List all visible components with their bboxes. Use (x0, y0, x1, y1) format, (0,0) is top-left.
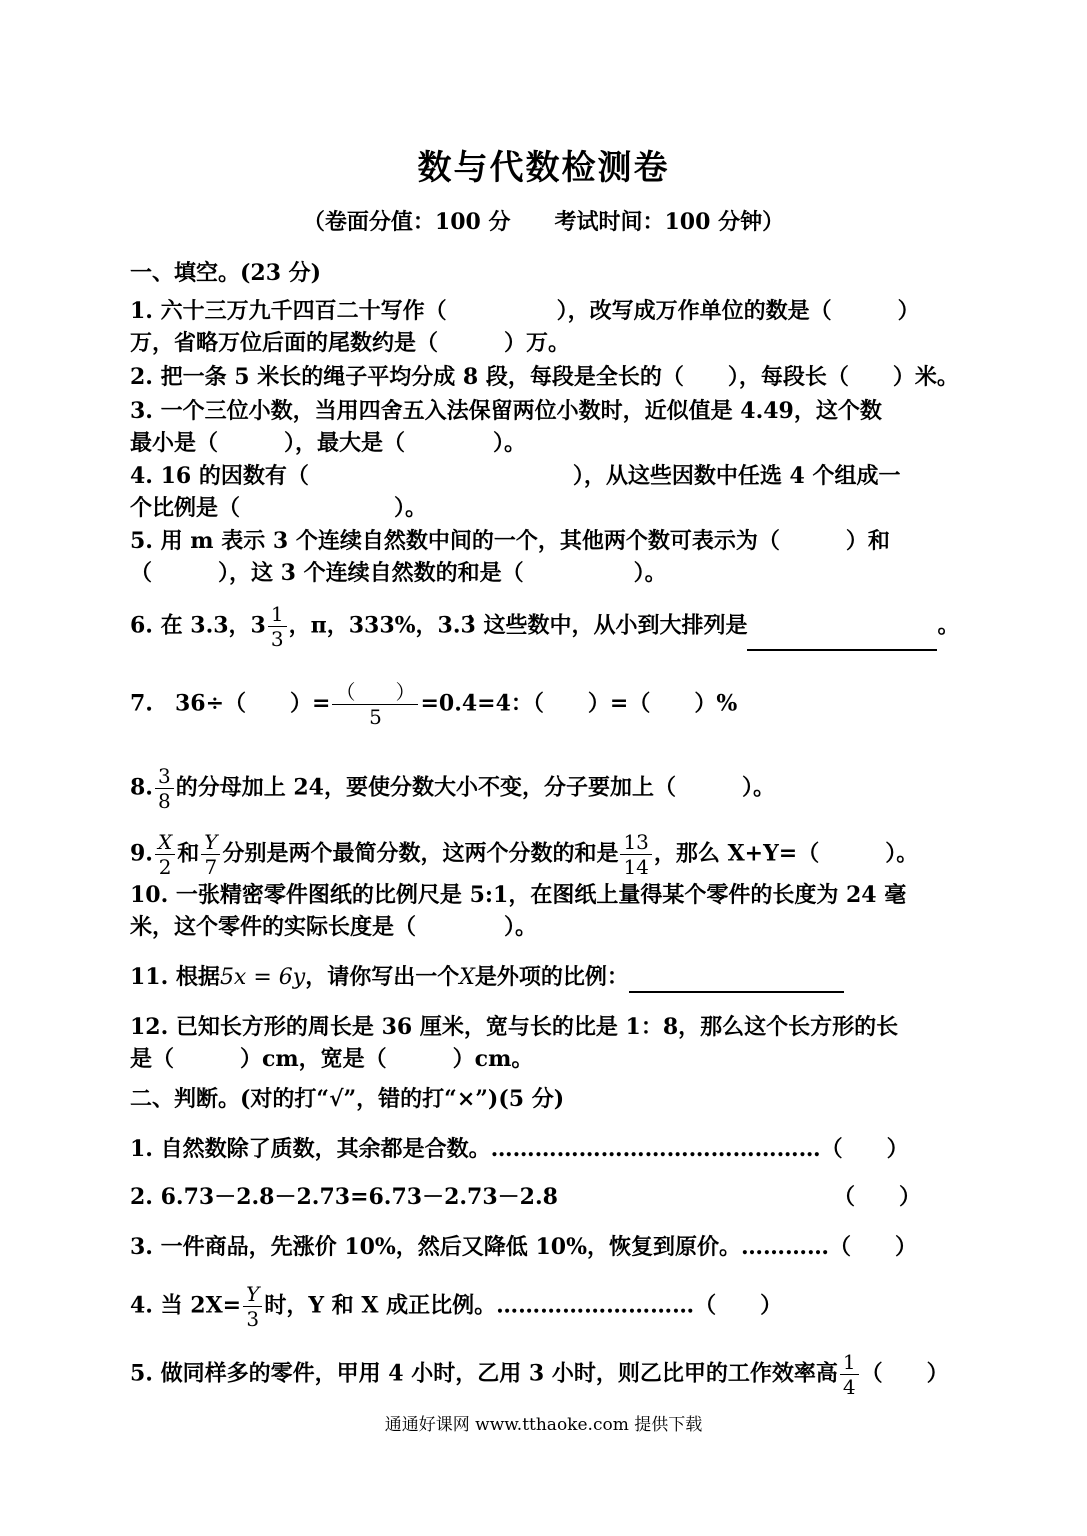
question-9-end: ，那么 X+Y=（ ）。 (653, 840, 919, 867)
fraction-three-eighths (155, 764, 174, 813)
question-8 (130, 764, 990, 813)
fraction-13-over-14 (620, 830, 651, 879)
fraction-denominator: 2 (158, 855, 172, 879)
question-5-line-2: （ ），这 3 个连续自然数的和是（ ）。 (130, 560, 667, 586)
fraction-denominator: 5 (369, 705, 382, 729)
question-1-line-2: 万，省略万位后面的尾数约是（ ）万。 (130, 330, 571, 356)
question-11-prefix: 11. 根据 (130, 964, 220, 990)
fraction-y-over-3 (243, 1282, 262, 1331)
judgement-1: 1. 自然数除了质数，其余都是合数。………………………………………（ ） (130, 1136, 909, 1162)
fraction-blank-over-five (332, 680, 418, 729)
judgement-4 (130, 1282, 990, 1331)
question-5-line-1: 5. 用 m 表示 3 个连续自然数中间的一个，其他两个数可表示为（ ）和 (130, 528, 890, 554)
question-11-end: 是外项的比例： (474, 964, 629, 990)
section-heading-fill-blank: 一、填空。(23 分) (130, 260, 322, 286)
page-subtitle: （卷面分值：100 分 考试时间：100 分钟） (302, 209, 785, 235)
fraction-x-over-2 (155, 830, 175, 879)
judgement-3: 3. 一件商品，先涨价 10%，然后又降低 10%，恢复到原价。…………（ ） (130, 1234, 917, 1260)
question-8-prefix: 8. (130, 774, 153, 801)
question-6-end: 。 (937, 612, 960, 639)
judgement-5-text: 5. 做同样多的零件，甲用 4 小时，乙用 3 小时，则乙比甲的工作效率高 (130, 1360, 838, 1387)
question-6-prefix: 6. 在 3.3，3 (130, 612, 266, 639)
question-9-prefix: 9. (130, 840, 153, 867)
fraction-numerator: Y (201, 830, 220, 855)
question-4-line-2: 个比例是（ ）。 (130, 495, 428, 521)
question-2: 2. 把一条 5 米长的绳子平均分成 8 段，每段是全长的（ ），每段长（ ）米。 (130, 364, 959, 390)
question-7 (130, 680, 990, 729)
fraction-numerator: Y (243, 1282, 262, 1307)
question-9 (130, 830, 990, 879)
question-7-text: =0.4=4：（ ）=（ ）% (420, 690, 738, 717)
question-6-text: ，π，333%，3.3̇ 这些数中，从小到大排列是 (288, 612, 748, 639)
fraction-one-quarter (840, 1350, 859, 1399)
fraction-denominator: 4 (842, 1375, 856, 1399)
question-9-and: 和 (177, 840, 200, 867)
question-9-text: 分别是两个最简分数，这两个分数的和是 (222, 840, 619, 867)
fraction-numerator: 1 (840, 1350, 859, 1375)
question-4-line-1: 4. 16 的因数有（ ），从这些因数中任选 4 个组成一 (130, 463, 901, 489)
fraction-numerator: 1 (268, 602, 287, 627)
question-11 (130, 962, 990, 993)
fraction-numerator: X (155, 830, 175, 855)
variable-x: X (459, 965, 475, 990)
equation: 5x = 6y (219, 965, 306, 990)
judgement-4-prefix: 4. 当 2X= (130, 1292, 242, 1319)
fraction-denominator: 14 (623, 855, 649, 879)
question-8-text: 的分母加上 24，要使分数大小不变，分子要加上（ ）。 (175, 774, 775, 801)
fraction-denominator: 3 (246, 1307, 260, 1331)
judgement-5 (130, 1350, 990, 1399)
fraction-denominator: 8 (157, 789, 171, 813)
question-3-line-2: 最小是（ ），最大是（ ）。 (130, 430, 527, 456)
judgement-2: 2. 6.73－2.8－2.73=6.73－2.73－2.8 （ ） (130, 1184, 921, 1210)
judgement-4-text: 时，Y 和 X 成正比例。………………………（ ） (264, 1292, 783, 1319)
question-10-line-2: 米，这个零件的实际长度是（ ）。 (130, 914, 538, 940)
question-12-line-1: 12. 已知长方形的周长是 36 厘米，宽与长的比是 1：8，那么这个长方形的长 (130, 1014, 899, 1040)
fraction-one-third (268, 602, 287, 651)
page-title: 数与代数检测卷 (417, 148, 670, 188)
fraction-denominator: 3 (270, 627, 284, 651)
question-3-line-1: 3. 一个三位小数，当用四舍五入法保留两位小数时，近似值是 4.49，这个数 (130, 398, 882, 424)
fraction-numerator: （ ） (332, 680, 418, 705)
question-6 (130, 602, 990, 651)
question-10-line-1: 10. 一张精密零件图纸的比例尺是 5:1，在图纸上量得某个零件的长度为 24 毫 (130, 882, 907, 908)
question-1-line-1: 1. 六十三万九千四百二十写作（ ），改写成万作单位的数是（ ） (130, 298, 920, 324)
fraction-y-over-7 (201, 830, 220, 879)
judgement-5-end: （ ） (860, 1360, 949, 1387)
question-11-text: ，请你写出一个 (305, 964, 460, 990)
answer-blank (629, 969, 844, 993)
fraction-numerator: 3 (155, 764, 174, 789)
footer-credit: 通通好课网 www.tthaoke.com 提供下载 (384, 1415, 703, 1435)
fraction-numerator: 13 (620, 830, 651, 855)
fraction-denominator: 7 (204, 855, 218, 879)
question-12-line-2: 是（ ）cm，宽是（ ）cm。 (130, 1046, 534, 1072)
question-7-prefix: 7. 36÷（ ）= (130, 690, 331, 717)
answer-blank (747, 627, 937, 651)
section-heading-true-false: 二、判断。(对的打“√”，错的打“×”)(5 分) (130, 1086, 565, 1112)
